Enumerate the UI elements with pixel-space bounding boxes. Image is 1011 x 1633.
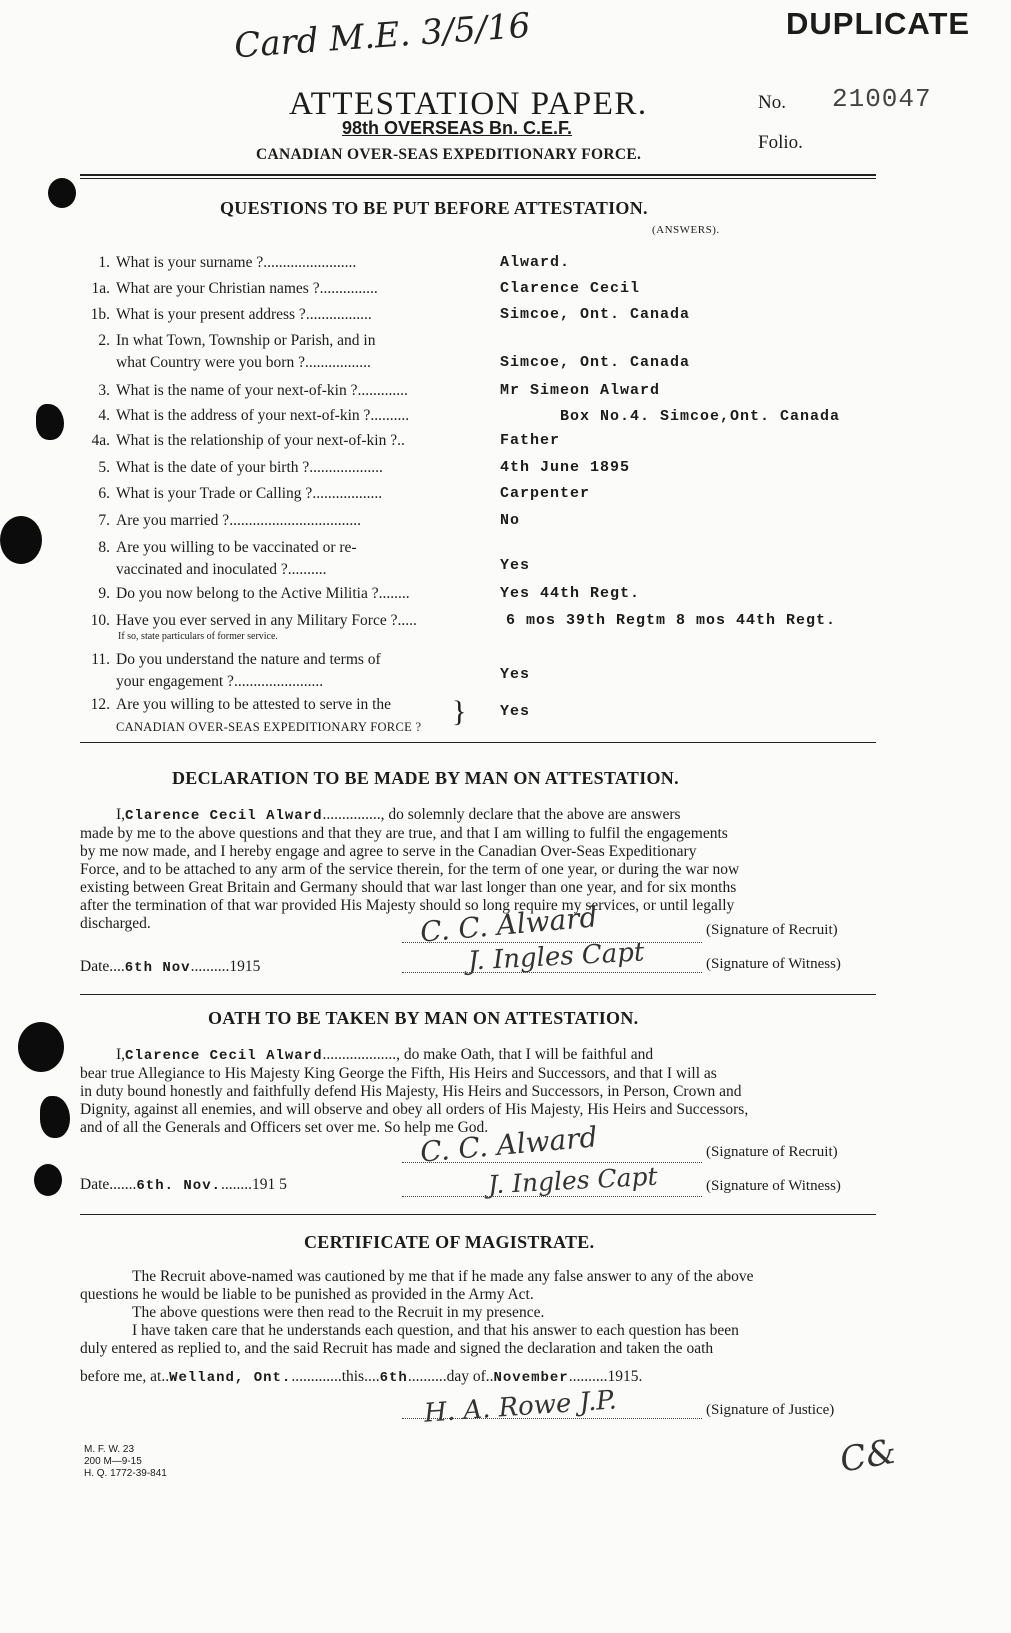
certificate-place-row: before me, at..Welland, Ont..............this....6th..........day of..November..........1915. [80, 1368, 643, 1386]
regimental-number: 210047 [832, 84, 932, 114]
answer-relationship: Father [500, 432, 561, 449]
declaration-date-row: Date....6th Nov..........1915 [80, 958, 261, 976]
punch-hole [48, 178, 76, 208]
question-7: 7. Are you married ?.................................. [98, 512, 361, 529]
oath-witness-label: (Signature of Witness) [706, 1178, 841, 1194]
answer-military-service: 6 mos 39th Regtm 8 mos 44th Regt. [506, 612, 837, 629]
section-rule [80, 742, 876, 743]
question-12: 12. Are you willing to be attested to serve in the CANADIAN OVER-SEAS EXPEDITIONARY FORCE ? [90, 696, 422, 734]
oath-heading: OATH TO BE TAKEN BY MAN ON ATTESTATION. [208, 1008, 639, 1028]
questions-heading: QUESTIONS TO BE PUT BEFORE ATTESTATION. [220, 198, 648, 218]
section-rule [80, 1214, 876, 1215]
oath-recruit-label: (Signature of Recruit) [706, 1144, 838, 1160]
answer-married: No [500, 512, 521, 529]
corner-note: C& [836, 1431, 900, 1481]
folio-label: Folio. [758, 132, 803, 153]
oath-text: I,Clarence Cecil Alward..................., do make Oath, that I will be faithful and bear true Allegiance to His Majesty King George the Fifth, His Heirs and Successors, and that I will as in duty bound honestly and faithfully defend His Majesty, His Heirs and Successors, in Person, Crown and Dignity, against all enemies, and will observe and obey all orders of His Majesty, His Heirs and Successors, and of all the Generals and Officers set over me. So help me God. [80, 1046, 749, 1136]
justice-signature: H. A. Rowe J.P. [423, 1385, 618, 1429]
answer-birth-date: 4th June 1895 [500, 459, 631, 476]
card-note: Card M.E. 3/5/16 [232, 5, 532, 67]
form-code: M. F. W. 23 200 M—9-15 H. Q. 1772-39-841 [84, 1444, 167, 1479]
answer-next-of-kin: Mr Simeon Alward [500, 382, 661, 399]
force-subtitle: CANADIAN OVER-SEAS EXPEDITIONARY FORCE. [256, 146, 642, 163]
oath-recruit-signature: C. C. Alward [418, 1120, 599, 1169]
punch-hole [34, 1164, 62, 1196]
answer-trade: Carpenter [500, 485, 591, 502]
header-rule-thin [80, 178, 876, 179]
declaration-text: I,Clarence Cecil Alward..............., do solemnly declare that the above are answers made by me to the above questions and that they are true, and that I am willing to fulfil the engagements by me now made, and I hereby engage and agree to serve in the Canadian Over-Seas Expeditionary Force, and to be attached to any arm of the service therein, for the term of one year, or during the war now existing between Great Britain and Germany should that war last longer than one year, and for six months after the termination of that war provided His Majesty should so long require my services, or until legally discharged. [80, 806, 740, 932]
declaration-recruit-signature: C. C. Alward [418, 900, 599, 949]
answer-next-of-kin-address: Box No.4. Simcoe,Ont. Canada [560, 408, 841, 425]
oath-witness-signature: J. Ingles Capt [487, 1161, 659, 1200]
duplicate-stamp: DUPLICATE [786, 6, 971, 41]
declaration-witness-label: (Signature of Witness) [706, 956, 841, 972]
answer-christian-names: Clarence Cecil [500, 280, 641, 297]
answer-birthplace: Simcoe, Ont. Canada [500, 354, 691, 371]
question-3: 3. What is the name of your next-of-kin ?............. [98, 382, 408, 399]
punch-hole [0, 516, 42, 564]
answer-surname: Alward. [500, 254, 571, 271]
question-11: 11. Do you understand the nature and terms of your engagement ?....................... [91, 651, 381, 690]
question-10: 10. Have you ever served in any Military Force ?..... If so, state particulars of former service. [90, 612, 417, 642]
question-1b: 1b. What is your present address ?................. [90, 306, 372, 323]
declaration-name: Clarence Cecil Alward [125, 808, 323, 824]
answer-present-address: Simcoe, Ont. Canada [500, 306, 691, 323]
answer-vaccinated: Yes [500, 557, 531, 574]
question-8: 8. Are you willing to be vaccinated or re- vaccinated and inoculated ?.......... [98, 539, 357, 578]
question-1a: 1a. What are your Christian names ?............... [91, 280, 378, 297]
punch-hole [18, 1022, 64, 1072]
question-2: 2. In what Town, Township or Parish, and in what Country were you born ?................. [98, 332, 376, 371]
brace: } [452, 695, 467, 728]
justice-label: (Signature of Justice) [706, 1402, 835, 1418]
certificate-heading: CERTIFICATE OF MAGISTRATE. [304, 1232, 595, 1252]
answers-label: (ANSWERS). [652, 224, 720, 236]
header-rule [80, 174, 876, 176]
declaration-recruit-label: (Signature of Recruit) [706, 922, 838, 938]
answer-active-militia: Yes 44th Regt. [500, 585, 641, 602]
unit-stamp: 98th OVERSEAS Bn. C.E.F. [342, 118, 573, 138]
oath-name: Clarence Cecil Alward [125, 1048, 323, 1064]
oath-date-row: Date.......6th. Nov.........191 5 [80, 1176, 287, 1194]
question-4a: 4a. What is the relationship of your next-of-kin ?.. [91, 432, 405, 449]
no-label: No. [758, 92, 786, 113]
question-5: 5. What is the date of your birth ?................... [98, 459, 383, 476]
answer-willing-to-serve: Yes [500, 703, 531, 720]
declaration-witness-signature: J. Ingles Capt [467, 937, 646, 977]
declaration-heading: DECLARATION TO BE MADE BY MAN ON ATTESTATION. [172, 768, 679, 788]
question-4: 4. What is the address of your next-of-kin ?.......... [98, 407, 410, 424]
question-9: 9. Do you now belong to the Active Militia ?........ [98, 585, 410, 602]
question-1: 1. What is your surname ?........................ [98, 254, 357, 271]
certificate-text: The Recruit above-named was cautioned by me that if he made any false answer to any of the above questions he would be liable to be punished as provided in the Army Act. The above questions were then read to the Recruit in my presence. I have taken care that he understands each question, and that his answer to each question has been duly entered as replied to, and the said Recruit has made and signed the declaration and taken the oath [80, 1268, 754, 1357]
question-6: 6. What is your Trade or Calling ?.................. [98, 485, 383, 502]
section-rule [80, 994, 876, 995]
ink-mark [40, 1096, 70, 1138]
document-title: ATTESTATION PAPER. [289, 86, 648, 122]
ink-mark [36, 404, 64, 440]
answer-understand-terms: Yes [500, 666, 531, 683]
